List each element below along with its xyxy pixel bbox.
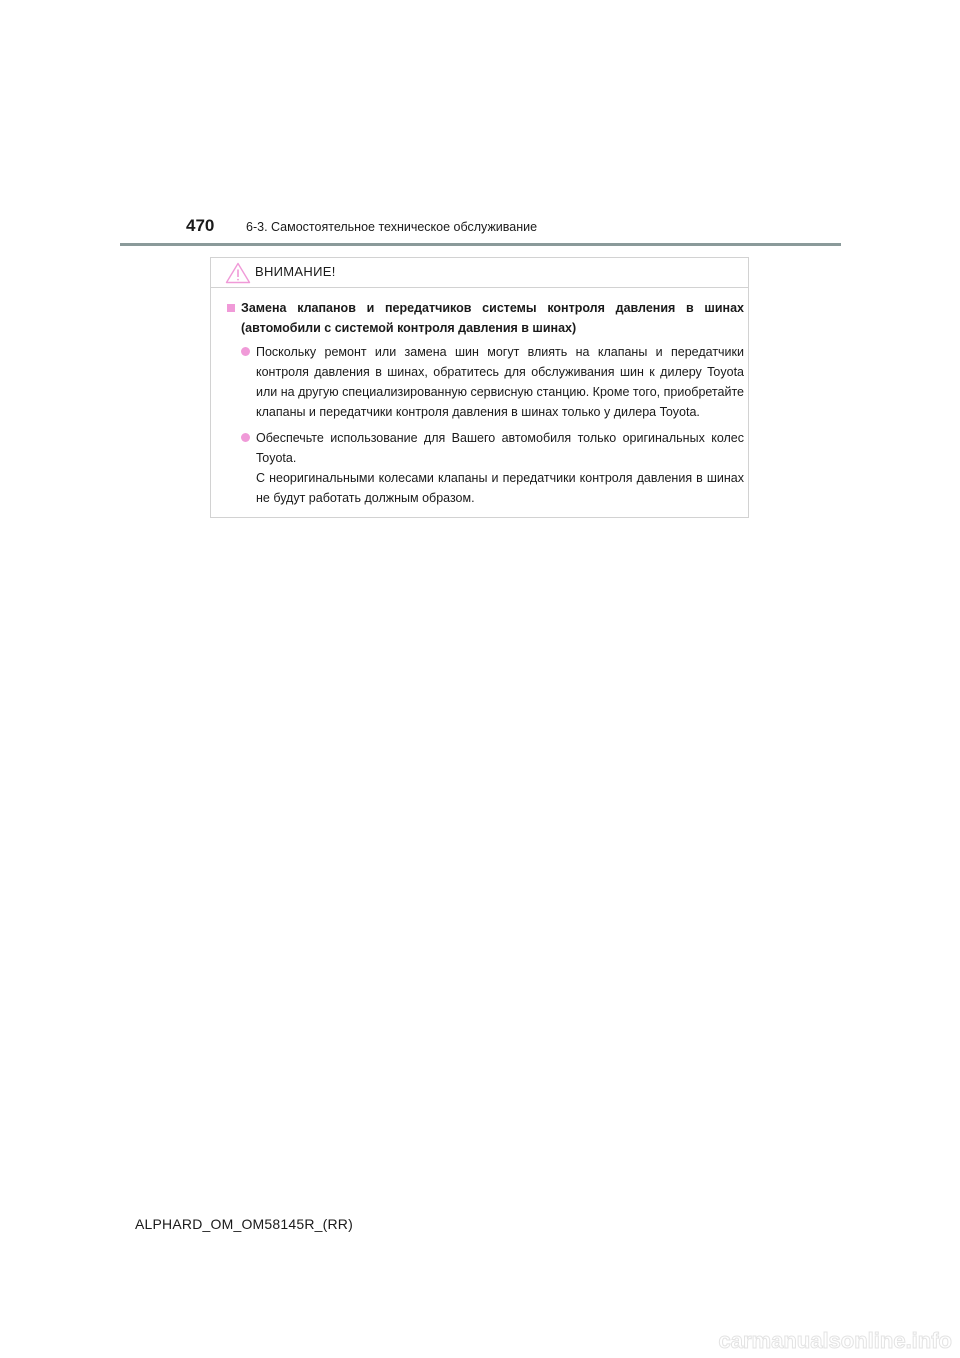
square-bullet-icon — [227, 304, 235, 312]
list-item-text — [256, 342, 744, 422]
document-code: ALPHARD_OM_OM58145R_(RR) — [135, 1216, 353, 1232]
subheading-text: Замена клапанов и передатчиков системы контроля давления в шинах (автомобили с системой контроля давления в шинах) — [241, 301, 744, 335]
list-item-paragraph: С неоригинальными колесами клапаны и передатчики контроля давления в шинах не будут работать должным образом. — [256, 471, 744, 505]
list-item — [227, 428, 744, 508]
page-header — [186, 216, 537, 240]
caution-title: ВНИМАНИЕ! — [255, 264, 336, 279]
list-item — [227, 342, 744, 422]
list-item-paragraph: Обеспечьте использование для Вашего автомобиля только оригинальных колес Toyota. — [256, 431, 744, 465]
section-title: 6-3. Самостоятельное техническое обслуживание — [246, 220, 538, 234]
list-item-text — [256, 428, 744, 508]
watermark-text: carmanualsonline.info — [718, 1328, 952, 1353]
header-divider — [120, 243, 841, 246]
circle-bullet-icon — [241, 347, 250, 356]
warning-triangle-icon — [225, 262, 251, 284]
list-item-paragraph: Поскольку ремонт или замена шин могут влиять на клапаны и передатчики контроля давления в шинах, обратитесь для обслуживания шин к дилеру Toyota или на другую специализированную сервисную станцию. Кроме того, приобретайте клапаны и передатчики контроля давления в шинах только у дилера Toyota. — [256, 345, 744, 419]
page-number: 470 — [186, 216, 215, 235]
caution-box — [210, 257, 749, 518]
circle-bullet-icon — [241, 433, 250, 442]
caution-content — [227, 298, 744, 508]
caution-subheading — [227, 298, 744, 338]
caution-header — [211, 258, 748, 288]
watermark-logo — [694, 1326, 954, 1354]
